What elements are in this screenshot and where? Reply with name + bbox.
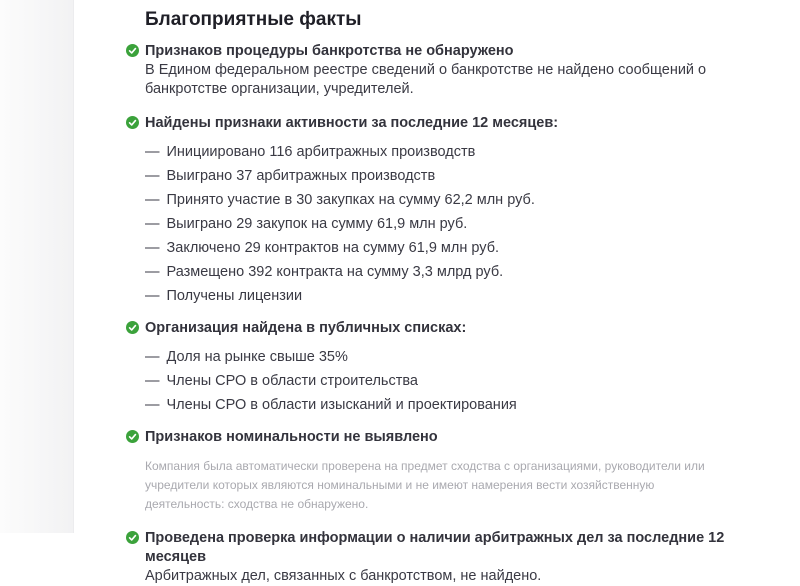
fact-bullet <box>145 349 776 365</box>
dash: — <box>145 397 160 413</box>
dash: — <box>145 349 160 365</box>
bullet-text: Получены лицензии <box>166 288 303 304</box>
fact-item-bankruptcy <box>145 42 776 99</box>
dash: — <box>145 288 160 304</box>
fact-item-public-lists <box>145 319 776 413</box>
fact-item-activity <box>145 114 776 304</box>
bullet-text: Принято участие в 30 закупках на сумму 62,2 млн руб. <box>166 192 535 208</box>
fact-description: Арбитражных дел, связанных с банкротством, не найдено. <box>145 568 542 584</box>
check-circle-icon <box>126 430 139 443</box>
fact-bullet <box>145 373 776 389</box>
check-circle-icon <box>126 531 139 544</box>
fact-description: В Едином федеральном реестре сведений о банкротстве не найдено сообщений о банкротстве организации, учредителей. <box>145 62 707 97</box>
fact-title: Признаков номинальности не выявлено <box>145 429 438 445</box>
bullet-text: Члены СРО в области строительства <box>166 373 418 389</box>
check-circle-icon <box>126 116 139 129</box>
fact-bullet <box>145 192 776 208</box>
section-title: Благоприятные факты <box>145 9 362 30</box>
fact-bullet <box>145 264 776 280</box>
dash: — <box>145 240 160 256</box>
fact-bullet <box>145 216 776 232</box>
fact-fine-print: Компания была автоматически проверена на предмет сходства с организациями, руководители или учредители которых являются номинальными и не имеют намерения вести хозяйственную деятельность: сходства не обнаружено. <box>145 459 705 511</box>
bullet-text: Размещено 392 контракта на сумму 3,3 млрд руб. <box>166 264 504 280</box>
fact-title: Проведена проверка информации о наличии арбитражных дел за последние 12 месяцев <box>145 530 725 565</box>
bullet-text: Доля на рынке свыше 35% <box>166 349 348 365</box>
fact-title: Организация найдена в публичных списках: <box>145 320 467 336</box>
fact-item-nominality <box>145 428 776 514</box>
fact-item-arbitration-check <box>145 529 776 586</box>
fact-bullet-list <box>145 349 776 413</box>
dash: — <box>145 373 160 389</box>
dash: — <box>145 168 160 184</box>
check-circle-icon <box>126 44 139 57</box>
fact-bullet-list <box>145 144 776 304</box>
bullet-text: Выиграно 29 закупок на сумму 61,9 млн руб. <box>166 216 468 232</box>
bullet-text: Члены СРО в области изысканий и проектирования <box>166 397 517 413</box>
dash: — <box>145 144 160 160</box>
fact-bullet <box>145 397 776 413</box>
fact-bullet <box>145 144 776 160</box>
favorable-facts-section <box>74 0 800 584</box>
dash: — <box>145 264 160 280</box>
fact-title: Найдены признаки активности за последние 12 месяцев: <box>145 115 559 131</box>
page-left-gutter <box>0 0 74 533</box>
check-circle-icon <box>126 321 139 334</box>
fact-bullet <box>145 288 776 304</box>
dash: — <box>145 192 160 208</box>
dash: — <box>145 216 160 232</box>
fact-title: Признаков процедуры банкротства не обнаружено <box>145 43 514 59</box>
bullet-text: Выиграно 37 арбитражных производств <box>166 168 436 184</box>
bullet-text: Заключено 29 контрактов на сумму 61,9 млн руб. <box>166 240 500 256</box>
fact-bullet <box>145 240 776 256</box>
fact-bullet <box>145 168 776 184</box>
bullet-text: Инициировано 116 арбитражных производств <box>166 144 476 160</box>
